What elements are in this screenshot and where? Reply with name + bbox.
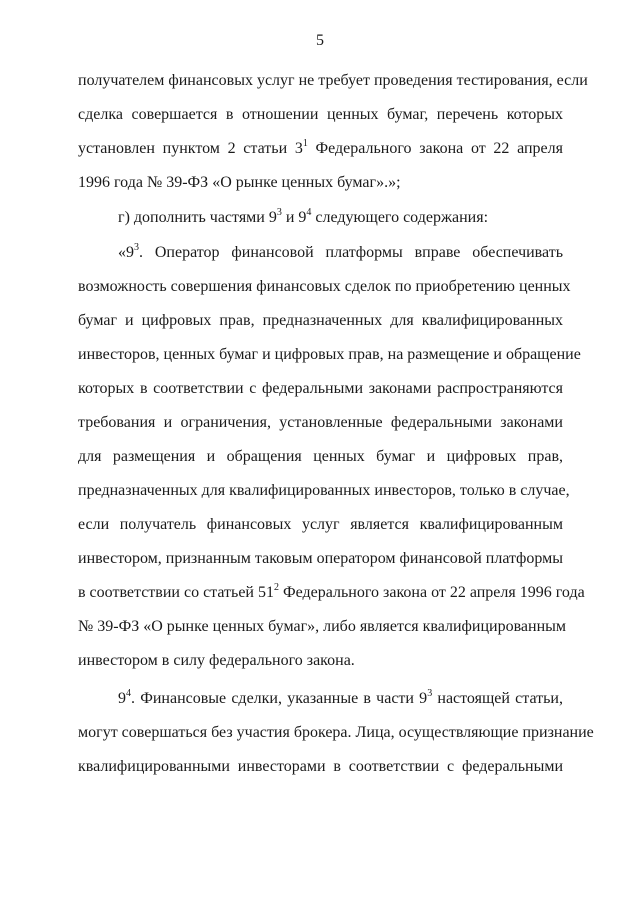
text-line: № 39-ФЗ «О рынке ценных бумаг», либо является квалифицированным [78,618,567,635]
text-line: требования и ограничения, установленные федеральными законами [78,414,563,431]
text-line: установлен пунктом 2 статьи $3^1$ Федерального закона от 22 апреля [78,137,563,157]
text-line: г) дополнить частями $9^3$ и $9^4$ следующего содержания: [118,206,489,226]
text-line: возможность совершения финансовых сделок по приобретению ценных [78,278,571,295]
text-line: сделка совершается в отношении ценных бумаг, перечень которых [78,106,563,123]
text-line: могут совершаться без участия брокера. Лица, осуществляющие признание [78,724,594,741]
text-line: «$9^3$. Оператор финансовой платформы вправе обеспечивать [118,241,563,261]
page-number: 5 [316,32,324,49]
text-line: которых в соответствии с федеральными законами распространяются [78,380,563,397]
text-line: если получатель финансовых услуг является квалифицированным [78,516,563,533]
text-line: инвестором в силу федерального закона. [78,652,355,669]
text-line: получателем финансовых услуг не требует проведения тестирования, если [78,72,588,89]
text-line: инвесторов, ценных бумаг и цифровых прав, на размещение и обращение [78,346,581,363]
text-line: предназначенных для квалифицированных инвесторов, только в случае, [78,482,570,499]
text-line: квалифицированными инвесторами в соответствии с федеральными [78,758,563,775]
text-line: 1996 года № 39-ФЗ «О рынке ценных бумаг».»; [78,174,401,191]
text-line: инвестором, признанным таковым оператором финансовой платформы [78,550,564,567]
text-line: для размещения и обращения ценных бумаг и цифровых прав, [78,448,563,465]
text-line: $9^4$. Финансовые сделки, указанные в части $9^3$ настоящей статьи, [118,687,563,707]
text-line: бумаг и цифровых прав, предназначенных для квалифицированных [78,312,563,329]
text-line: в соответствии со статьей $51^2$ Федерального закона от 22 апреля 1996 года [78,581,585,601]
document-body [78,64,594,784]
